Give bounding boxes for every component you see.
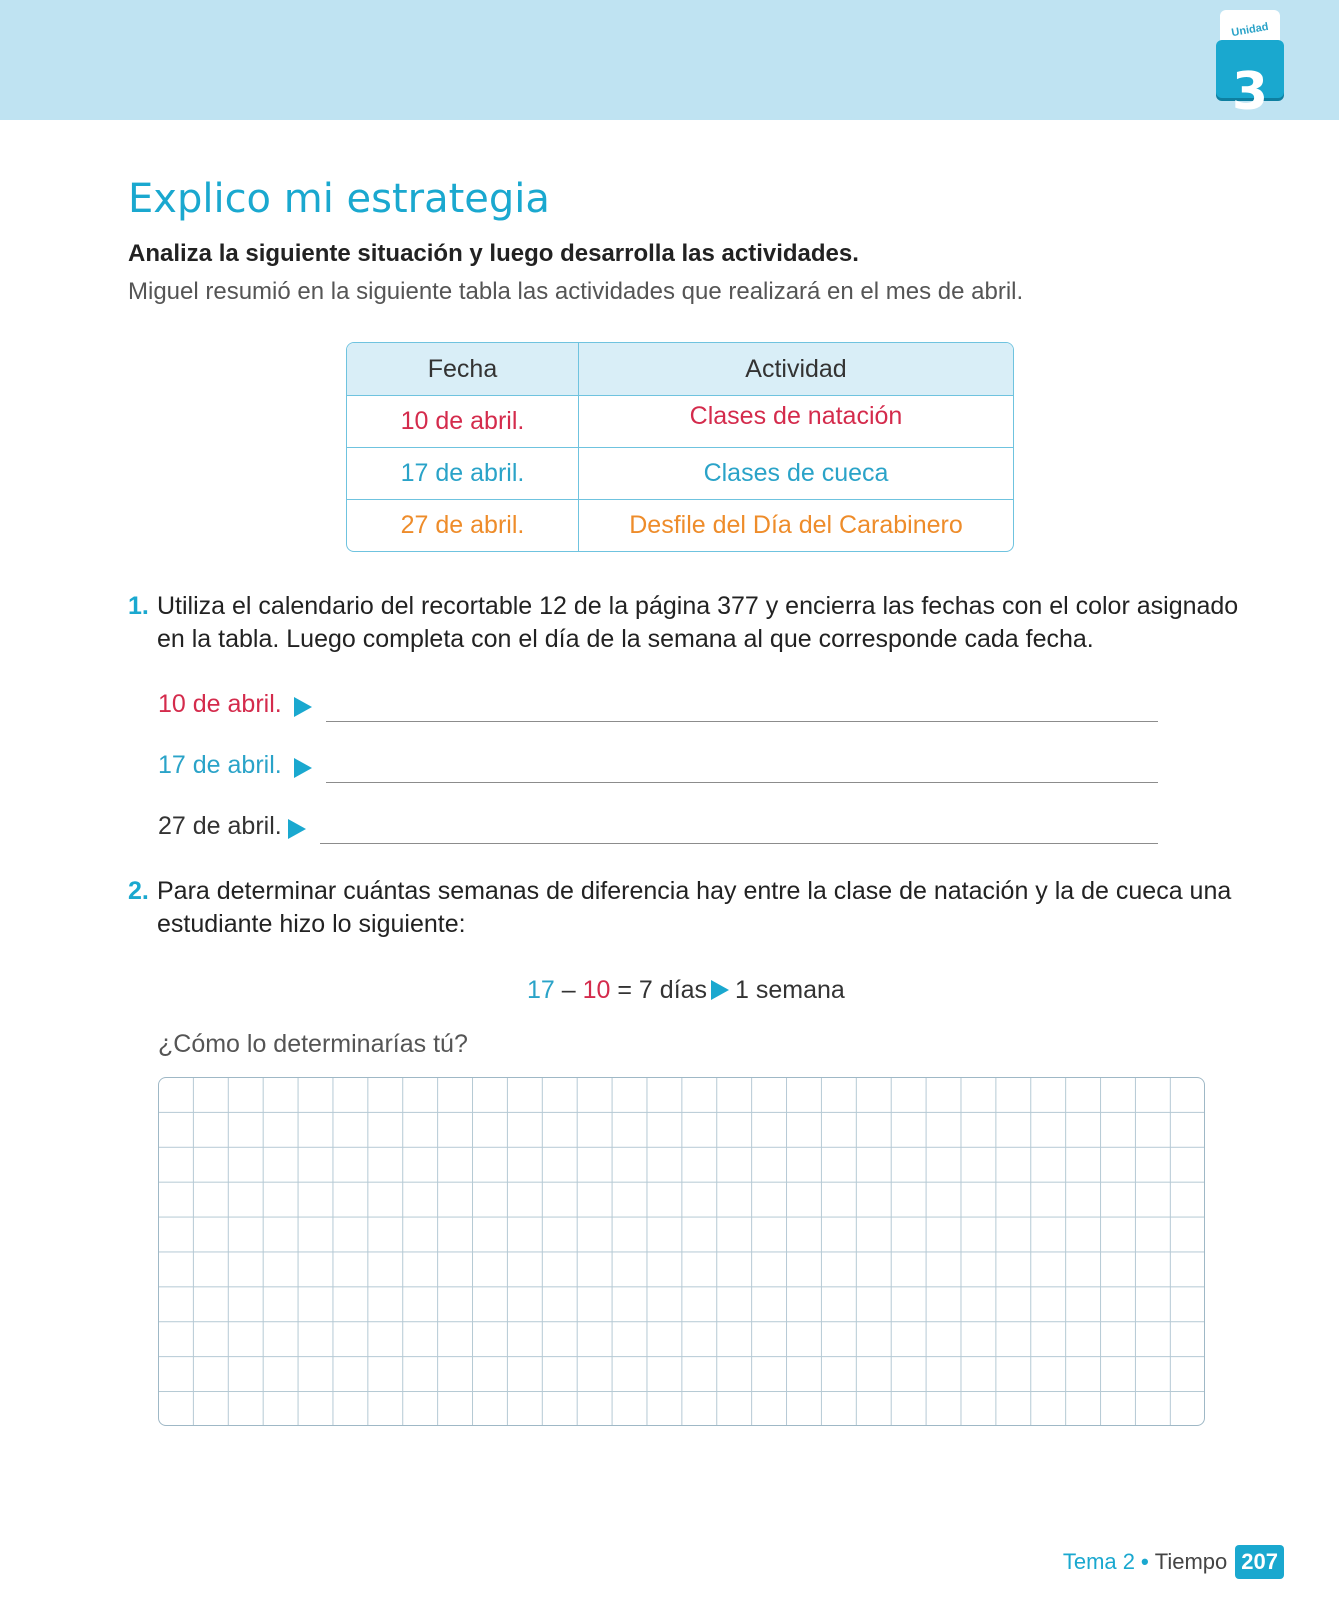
page-number: 207 [1235, 1545, 1284, 1579]
table-row [347, 499, 1013, 551]
answer-label: 17 de abril. [158, 751, 282, 779]
footer-separator: • [1141, 1549, 1149, 1574]
answer-grid[interactable] [158, 1077, 1205, 1426]
play-arrow-icon [294, 758, 312, 778]
unit-label: Unidad [1230, 20, 1270, 40]
header-fecha: Fecha [347, 343, 579, 395]
equation-minus: – [561, 976, 576, 1004]
answer-line-1[interactable] [326, 721, 1158, 722]
question-2-text: Para determinar cuántas semanas de diferencia hay entre la clase de natación y la de cueca una estudiante hizo lo siguiente: [157, 877, 1232, 938]
equation-b: 10 [582, 976, 611, 1004]
footer-topic: Tema 2 [1062, 1549, 1136, 1574]
intro-text: Miguel resumió en la siguiente tabla las actividades que realizará en el mes de abril. [128, 278, 1024, 305]
play-arrow-icon [288, 819, 306, 839]
unit-number-box [1216, 40, 1284, 122]
equation-result: = 7 días [617, 976, 708, 1004]
answer-label: 10 de abril. [158, 690, 282, 718]
page-title: Explico mi estrategia [128, 176, 550, 222]
activities-table [346, 342, 1014, 552]
row-actividad: Clases de cueca [703, 459, 889, 487]
question-1-number: 1. [128, 592, 149, 620]
unit-badge [1216, 10, 1284, 122]
row-actividad: Desfile del Día del Carabinero [629, 511, 963, 539]
instruction: Analiza la siguiente situación y luego desarrolla las actividades. [128, 240, 859, 267]
unit-number: 3 [1231, 62, 1269, 122]
table-row [347, 447, 1013, 499]
answer-label: 27 de abril. [158, 812, 282, 840]
answer-line-2[interactable] [326, 782, 1158, 783]
footer-subject: Tiempo [1154, 1549, 1228, 1574]
play-arrow-icon [711, 980, 729, 1000]
header-band [0, 0, 1339, 120]
equation [527, 976, 845, 1005]
row-fecha: 27 de abril. [347, 500, 579, 551]
header-actividad: Actividad [745, 354, 847, 383]
question-2-prompt: ¿Cómo lo determinarías tú? [158, 1030, 468, 1058]
torn-edge [0, 108, 1339, 128]
row-actividad: Clases de natación [689, 402, 903, 430]
page-footer [1063, 1542, 1284, 1582]
row-fecha: 17 de abril. [347, 448, 579, 499]
table-header-row [347, 343, 1013, 395]
row-fecha: 10 de abril. [347, 396, 579, 447]
answer-line-3[interactable] [320, 843, 1158, 844]
question-2-number: 2. [128, 877, 149, 905]
equation-a: 17 [527, 976, 555, 1004]
question-1-text: Utiliza el calendario del recortable 12 de la página 377 y encierra las fechas con el color asignado en la tabla. Luego completa con el día de la semana al que corresponde cada fecha. [157, 592, 1239, 653]
table-row [347, 395, 1013, 447]
equation-conclusion: 1 semana [735, 976, 845, 1004]
play-arrow-icon [294, 697, 312, 717]
